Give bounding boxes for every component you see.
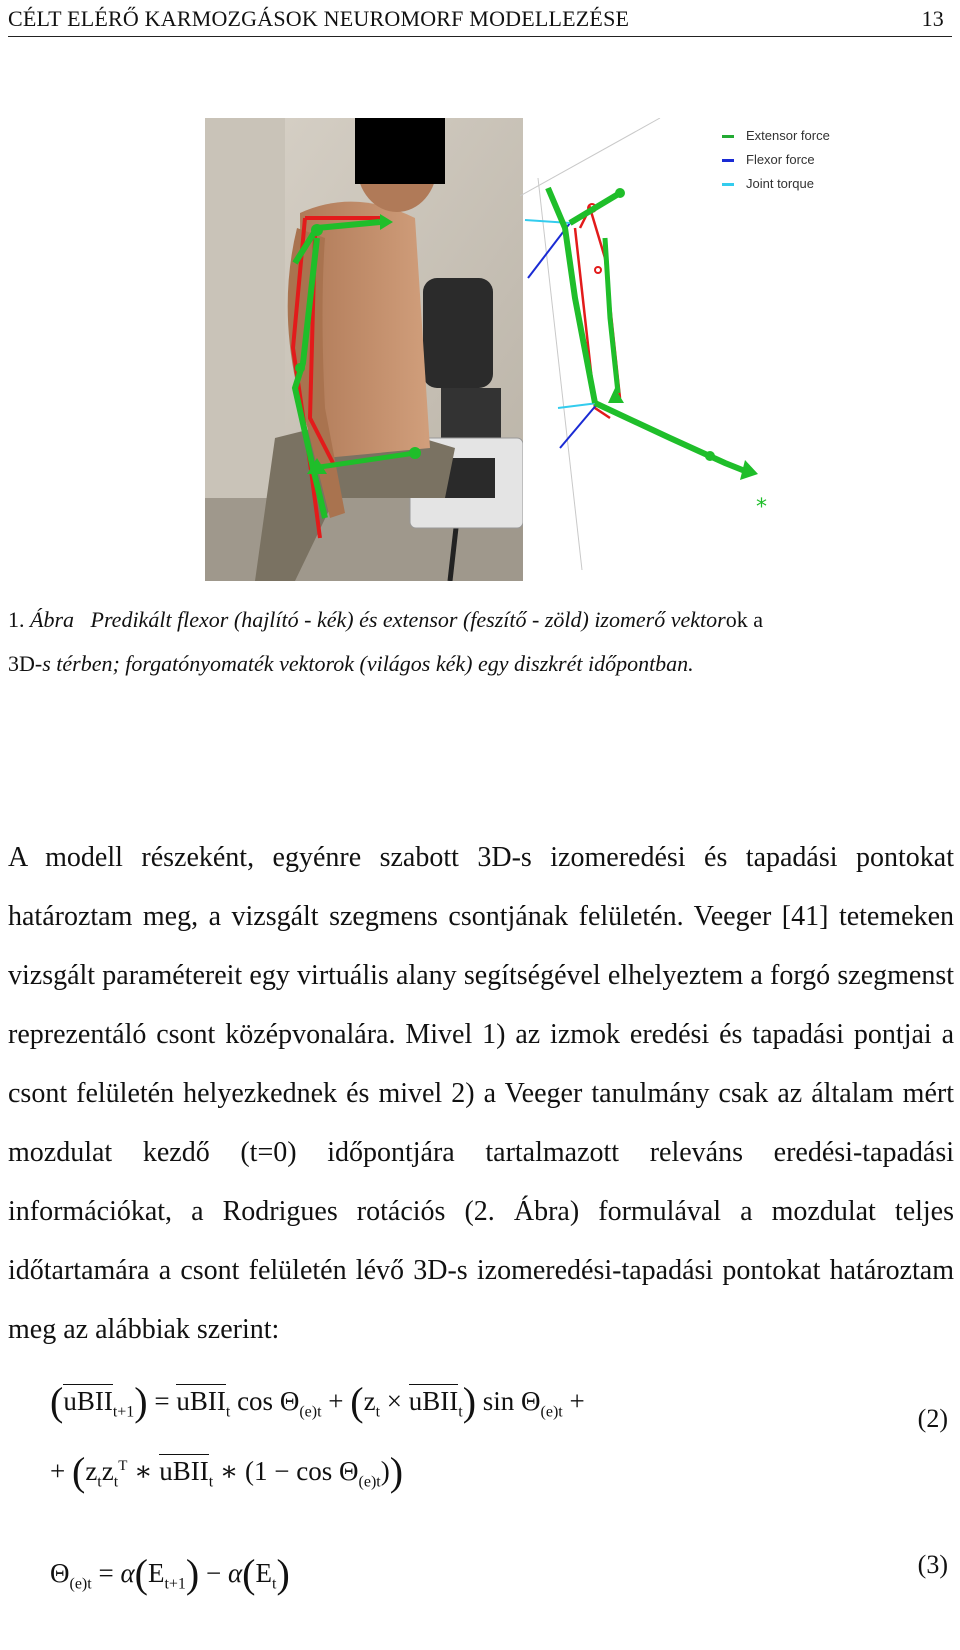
legend-item-flexor (722, 148, 830, 172)
body-paragraph (8, 828, 954, 1359)
plot-legend (722, 124, 830, 196)
legend-swatch-cyan (722, 183, 734, 186)
equation-2-part-1: (uBII$_{t+1}$) = uBII$_t$ $\cos \Theta_{(e)t} + (z_t$ × uBII$_t$) $\sin \Theta_{(e)t}$ + (50, 1379, 585, 1424)
equation-2-part-2: + ($z_tz_t^T$ ∗ uBII$_t$ ∗ $(1 - \cos \Theta_{(e)t})$) (50, 1449, 404, 1494)
caption-text-upright: 3D- (8, 651, 43, 676)
caption-line-2 (8, 642, 952, 686)
equation-3-body: $\Theta_{(e)t} = \alpha(E_{t+1}) - \alpha(E_t)$ (50, 1551, 290, 1596)
legend-item-extensor (722, 124, 830, 148)
equation-2-number: (2) (917, 1404, 948, 1433)
caption-text-upright: ok a (725, 607, 763, 632)
legend-label: Joint torque (746, 176, 814, 191)
caption-text: s térben; forgatónyomaték vektorok (világos kék) egy diszkrét időpontban. (42, 651, 694, 676)
caption-text: Predikált flexor (hajlító - kék) és extensor (feszítő - zöld) izomerő vektor (90, 607, 726, 632)
legend-label: Extensor force (746, 128, 830, 143)
subject-photo (205, 118, 523, 581)
caption-line-1 (8, 598, 952, 642)
figure-1 (0, 0, 960, 676)
header-title: CÉLT ELÉRŐ KARMOZGÁSOK NEUROMORF MODELLEZÉSE (8, 6, 630, 31)
caption-word: Ábra (30, 607, 74, 632)
legend-swatch-blue (722, 159, 734, 162)
svg-text:*: * (756, 495, 767, 520)
caption-number: 1. (8, 607, 25, 632)
equation-3-number: (3) (917, 1550, 948, 1579)
legend-label: Flexor force (746, 152, 815, 167)
subject-photo-illustration (205, 118, 523, 581)
page-number: 13 (921, 6, 944, 31)
legend-item-torque (722, 172, 830, 196)
legend-swatch-green (722, 135, 734, 138)
paragraph-text: A modell részeként, egyénre szabott 3D-s izomeredési és tapadási pontokat határoztam meg, a vizsgált szegmens csontjának felületén. Veeger [41] tetemeken vizsgált paramétereit egy virtuális alany segítségével elhelyeztem a forgó szegmenst reprezentáló csont középvonalára. Mivel 1) az izmok eredési és tapadási pontjai a csont felületén helyezkednek és mivel 2) a Veeger tanulmány csak az általam mért mozdulat kezdő (t=0) időpontjára tartalmazott releváns eredési-tapadási információkat, a Rodrigues rotációs (2. Ábra) formulával a mozdulat teljes időtartamára a csont felületén lévő 3D-s izomeredési-tapadási pontokat határoztam meg az alábbiak szerint: (8, 842, 954, 1345)
figure-caption (8, 598, 952, 686)
